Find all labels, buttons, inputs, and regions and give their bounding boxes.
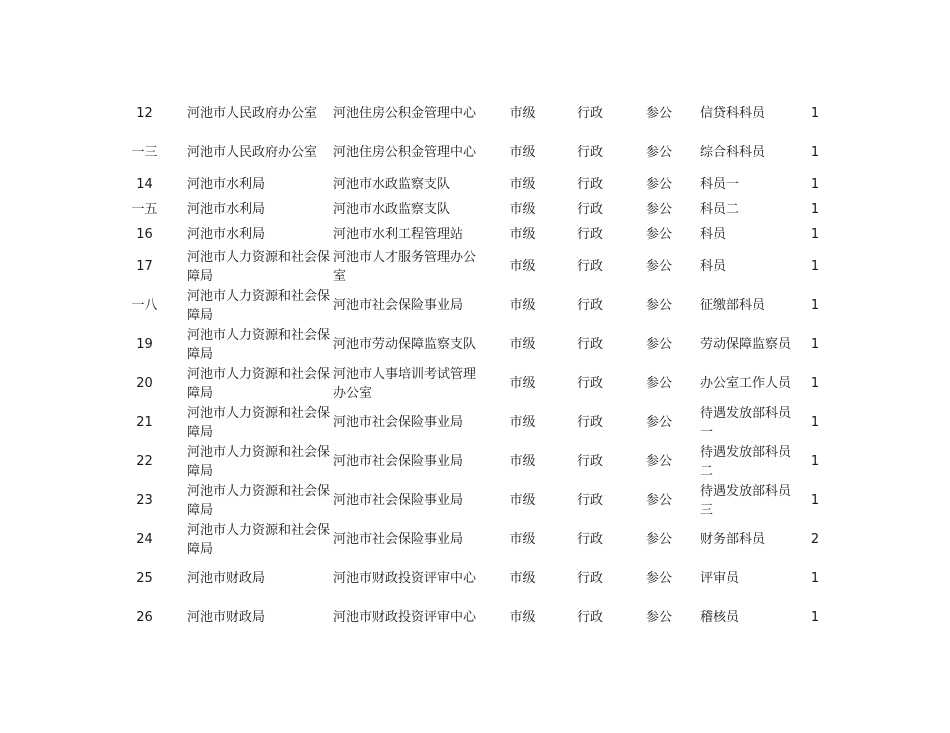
cell-employer-unit: 河池市水政监察支队 <box>333 202 451 217</box>
cell-row-number: 20 <box>136 376 153 391</box>
cell-category: 行政 <box>576 106 603 121</box>
table-row <box>122 222 830 247</box>
cell-position: 科员一 <box>700 177 740 192</box>
cell-type: 参公 <box>645 202 672 217</box>
cell-employer-unit: 河池市人事培训考试管理办公室 <box>333 366 477 401</box>
cell-department: 河池市人力资源和社会保障局 <box>187 405 331 440</box>
cell-type: 参公 <box>645 454 672 469</box>
cell-category: 行政 <box>576 298 603 313</box>
table-body <box>122 94 830 637</box>
cell-row-number: 一三 <box>131 145 158 160</box>
table-row <box>122 481 830 520</box>
cell-row-number: 25 <box>136 571 153 586</box>
cell-row-number: 17 <box>136 259 153 274</box>
cell-type: 参公 <box>645 532 672 547</box>
cell-category: 行政 <box>576 415 603 430</box>
cell-level: 市级 <box>509 106 536 121</box>
cell-level: 市级 <box>509 227 536 242</box>
cell-position: 财务部科员 <box>700 532 766 547</box>
cell-count: 1 <box>810 177 820 192</box>
cell-department: 河池市人民政府办公室 <box>187 106 318 121</box>
cell-category: 行政 <box>576 145 603 160</box>
cell-position: 待遇发放部科员一 <box>700 405 792 440</box>
cell-count: 1 <box>810 454 820 469</box>
cell-category: 行政 <box>576 202 603 217</box>
cell-level: 市级 <box>509 376 536 391</box>
cell-department: 河池市人力资源和社会保障局 <box>187 249 331 284</box>
cell-type: 参公 <box>645 177 672 192</box>
cell-category: 行政 <box>576 610 603 625</box>
cell-employer-unit: 河池市社会保险事业局 <box>333 493 464 508</box>
cell-type: 参公 <box>645 298 672 313</box>
cell-category: 行政 <box>576 337 603 352</box>
cell-department: 河池市人力资源和社会保障局 <box>187 522 331 557</box>
table-row <box>122 325 830 364</box>
cell-position: 征缴部科员 <box>700 298 766 313</box>
cell-employer-unit: 河池市财政投资评审中心 <box>333 610 477 625</box>
cell-count: 1 <box>810 415 820 430</box>
cell-category: 行政 <box>576 454 603 469</box>
cell-count: 1 <box>810 337 820 352</box>
cell-department: 河池市水利局 <box>187 202 266 217</box>
cell-row-number: 24 <box>136 532 153 547</box>
cell-department: 河池市财政局 <box>187 571 266 586</box>
cell-department: 河池市水利局 <box>187 227 266 242</box>
cell-row-number: 23 <box>136 493 153 508</box>
cell-position: 劳动保障监察员 <box>700 337 792 352</box>
cell-employer-unit: 河池市财政投资评审中心 <box>333 571 477 586</box>
cell-row-number: 一八 <box>131 298 158 313</box>
cell-count: 1 <box>810 298 820 313</box>
cell-position: 科员 <box>700 227 727 242</box>
cell-level: 市级 <box>509 177 536 192</box>
cell-position: 评审员 <box>700 571 740 586</box>
cell-employer-unit: 河池市社会保险事业局 <box>333 415 464 430</box>
cell-type: 参公 <box>645 415 672 430</box>
cell-employer-unit: 河池市水政监察支队 <box>333 177 451 192</box>
cell-department: 河池市财政局 <box>187 610 266 625</box>
cell-level: 市级 <box>509 415 536 430</box>
cell-type: 参公 <box>645 259 672 274</box>
cell-category: 行政 <box>576 227 603 242</box>
cell-count: 1 <box>810 493 820 508</box>
table-row <box>122 520 830 559</box>
cell-level: 市级 <box>509 202 536 217</box>
cell-level: 市级 <box>509 493 536 508</box>
cell-level: 市级 <box>509 259 536 274</box>
cell-position: 稽核员 <box>700 610 740 625</box>
cell-type: 参公 <box>645 106 672 121</box>
cell-position: 科员 <box>700 259 727 274</box>
table-row <box>122 598 830 637</box>
cell-row-number: 26 <box>136 610 153 625</box>
cell-position: 综合科科员 <box>700 145 766 160</box>
cell-category: 行政 <box>576 571 603 586</box>
cell-row-number: 一五 <box>131 202 158 217</box>
cell-employer-unit: 河池市社会保险事业局 <box>333 532 464 547</box>
cell-type: 参公 <box>645 337 672 352</box>
cell-type: 参公 <box>645 493 672 508</box>
cell-row-number: 12 <box>136 106 153 121</box>
cell-count: 1 <box>810 227 820 242</box>
cell-employer-unit: 河池市社会保险事业局 <box>333 298 464 313</box>
cell-type: 参公 <box>645 571 672 586</box>
table-row <box>122 133 830 172</box>
cell-category: 行政 <box>576 259 603 274</box>
table-row <box>122 197 830 222</box>
cell-category: 行政 <box>576 376 603 391</box>
cell-type: 参公 <box>645 610 672 625</box>
cell-level: 市级 <box>509 610 536 625</box>
cell-position: 信贷科科员 <box>700 106 766 121</box>
cell-row-number: 14 <box>136 177 153 192</box>
cell-row-number: 21 <box>136 415 153 430</box>
cell-count: 1 <box>810 145 820 160</box>
cell-employer-unit: 河池市劳动保障监察支队 <box>333 337 477 352</box>
cell-category: 行政 <box>576 493 603 508</box>
cell-type: 参公 <box>645 376 672 391</box>
cell-employer-unit: 河池住房公积金管理中心 <box>333 106 477 121</box>
table-row <box>122 442 830 481</box>
cell-employer-unit: 河池住房公积金管理中心 <box>333 145 477 160</box>
cell-department: 河池市人力资源和社会保障局 <box>187 366 331 401</box>
cell-count: 1 <box>810 610 820 625</box>
cell-category: 行政 <box>576 532 603 547</box>
cell-department: 河池市人力资源和社会保障局 <box>187 444 331 479</box>
table-row <box>122 286 830 325</box>
cell-department: 河池市水利局 <box>187 177 266 192</box>
cell-count: 1 <box>810 259 820 274</box>
cell-department: 河池市人力资源和社会保障局 <box>187 483 331 518</box>
cell-row-number: 16 <box>136 227 153 242</box>
cell-count: 1 <box>810 571 820 586</box>
cell-category: 行政 <box>576 177 603 192</box>
cell-employer-unit: 河池市人才服务管理办公室 <box>333 249 477 284</box>
cell-employer-unit: 河池市水利工程管理站 <box>333 227 464 242</box>
cell-row-number: 19 <box>136 337 153 352</box>
table-row <box>122 559 830 598</box>
table-row <box>122 403 830 442</box>
cell-level: 市级 <box>509 571 536 586</box>
cell-level: 市级 <box>509 337 536 352</box>
table-row <box>122 247 830 286</box>
cell-department: 河池市人力资源和社会保障局 <box>187 288 331 323</box>
cell-department: 河池市人民政府办公室 <box>187 145 318 160</box>
cell-type: 参公 <box>645 145 672 160</box>
cell-count: 1 <box>810 376 820 391</box>
cell-position: 办公室工作人员 <box>700 376 792 391</box>
cell-type: 参公 <box>645 227 672 242</box>
recruitment-table <box>122 94 830 637</box>
cell-row-number: 22 <box>136 454 153 469</box>
cell-level: 市级 <box>509 298 536 313</box>
cell-count: 2 <box>810 532 820 547</box>
cell-level: 市级 <box>509 454 536 469</box>
cell-employer-unit: 河池市社会保险事业局 <box>333 454 464 469</box>
cell-position: 科员二 <box>700 202 740 217</box>
cell-position: 待遇发放部科员三 <box>700 483 792 518</box>
table-row <box>122 364 830 403</box>
cell-position: 待遇发放部科员二 <box>700 444 792 479</box>
cell-level: 市级 <box>509 145 536 160</box>
cell-level: 市级 <box>509 532 536 547</box>
cell-count: 1 <box>810 202 820 217</box>
cell-department: 河池市人力资源和社会保障局 <box>187 327 331 362</box>
cell-count: 1 <box>810 106 820 121</box>
table-row <box>122 172 830 197</box>
table-row <box>122 94 830 133</box>
